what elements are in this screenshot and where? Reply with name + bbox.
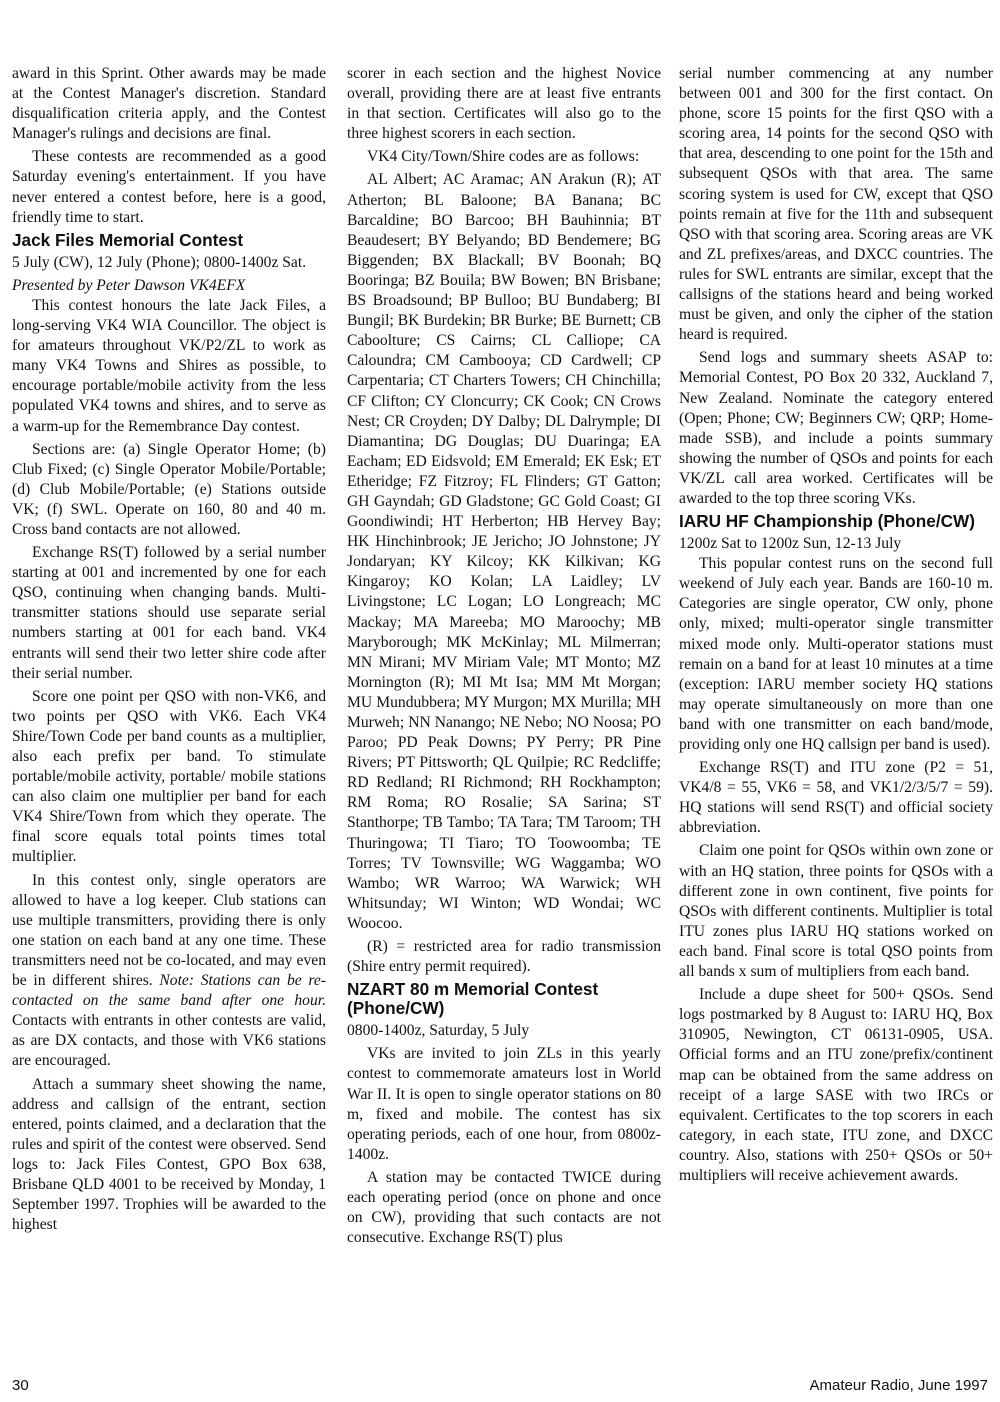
paragraph bbox=[12, 871, 326, 1072]
paragraph: Sections are: (a) Single Operator Home; (b) Club Fixed; (c) Single Operator Mobile/Portable; (d) Club Mobile/Portable; (e) Stations outside VK; (f) SWL. Operate on 160, 80 and 40 m. Cross band contacts are not allowed. bbox=[12, 440, 326, 538]
paragraph: VK4 City/Town/Shire codes are as follows: bbox=[367, 148, 640, 166]
paragraph: scorer in each section and the highest Novice overall, providing there are at least five entrants in that section. Certificates will also go to the three highest scorers in each section. bbox=[347, 65, 661, 143]
page-number: 30 bbox=[12, 1377, 29, 1394]
paragraph: Send logs and summary sheets ASAP to: Memorial Contest, PO Box 20 332, Auckland 7, New Zealand. Nominate the category entered (Open; Phone; CW; Beginners CW; QRP; Home-made SSB), and include a points summary showing the number of QSOs and points for each VK/ZL call area worked. Certificates will be awarded to the top three scoring VKs. bbox=[679, 349, 993, 507]
section-heading-nzart: NZART 80 m Memorial Contest (Phone/CW) bbox=[347, 979, 599, 1019]
paragraph: This popular contest runs on the second full weekend of July each year. Bands are 160-10 m. Categories are single operator, CW only, phone only, mixed; multi-operator single transmitter mixed mode only. Multi-operator stations must remain on a band for at least 10 minutes at a time (exception: IARU member society HQ stations may operate simultaneously on more than one band with one transmitter on each band/mode, providing only one HQ callsign per band is used). bbox=[679, 555, 993, 753]
column-1 bbox=[12, 64, 326, 1235]
paragraph: Attach a summary sheet showing the name, address and callsign of the entrant, section entered, points claimed, and a declaration that the rules and spirit of the contest were observed. Send logs to: Jack Files Contest, GPO Box 638, Brisbane QLD 4001 to be received by Monday, 1 September 1997. Trophies will be awarded to the highest bbox=[12, 1075, 326, 1234]
contest-dates: 1200z Sat to 1200z Sun, 12-13 July bbox=[679, 535, 902, 553]
contest-dates: 5 July (CW), 12 July (Phone); 0800-1400z Sat. bbox=[12, 253, 307, 271]
paragraph: VKs are invited to join ZLs in this yearly contest to commemorate amateurs lost in World War II. It is open to single operator stations on 80 m, fixed and mobile. The contest has six operating periods, each of one hour, from 0800z-1400z. bbox=[347, 1045, 661, 1163]
shire-codes-list: AL Albert; AC Aramac; AN Arakun (R); AT Atherton; BL Baloone; BA Banana; BC Barcaldine; BO Barcoo; BH Bauhinnia; BT Beaudesert; BY Belyando; BD Bendemere; BG Biggenden; BX Blackall; BV Boonah; BQ Booringa; BZ Bouila; BW Bowen; BN Brisbane; BS Broadsound; BP Bulloo; BU Bundaberg; BI Bungil; BK Burdekin; BR Burke; BE Burnett; CB Caboolture; CS Cairns; CL Calliope; CA Caloundra; CM Cambooya; CD Cardwell; CP Carpentaria; CT Charters Towers; CH Chinchilla; CF Clifton; CY Cloncurry; CK Cook; CN Crows Nest; CR Croyden; DY Dalby; DL Dalrymple; DI Diamantina; DG Douglas; DU Duaringa; EA Eacham; ED Eidsvold; EM Emerald; EK Esk; ET Etheridge; FZ Fitzroy; FL Flinders; GT Gatton; GH Gayndah; GD Gladstone; GC Gold Coast; GI Goondiwindi; HT Herberton; HB Hervey Bay; HK Hinchinbrook; JE Jericho; JO Johnstone; JY Jondaryan; KY Kilcoy; KK Kilkivan; KG Kingaroy; KO Kolan; LA Laidley; LV Livingstone; LC Logan; LO Longreach; MC Mackay; MA Mareeba; MO Maroochy; MB Maryborough; MK McKinlay; ML Milmerran; MN Mirani; MV Miriam Vale; MT Monto; MZ Mornington (R); MI Mt Isa; MM Mt Morgan; MU Mundubbera; MY Murgon; MX Murilla; MH Murweh; NN Nanango; NE Nebo; NO Noosa; PO Paroo; PD Peak Downs; PY Perry; PR Pine Rivers; PT Pittsworth; QL Quilpie; RC Redcliffe; RD Redland; RI Richmond; RH Rockhampton; RM Roma; RO Rosalie; SA Sarina; ST Stanthorpe; TB Tambo; TA Tara; TM Taroom; TH Thuringowa; TI Tiaro; TO Toowoomba; TE Torres; TV Townsville; WG Waggamba; WO Wambo; WR Warroo; WA Warwick; WH Whitsunday; WI Winton; WD Wondai; WC Woocoo. bbox=[347, 171, 661, 932]
byline: Presented by Peter Dawson VK4EFX bbox=[12, 276, 246, 294]
paragraph: Score one point per QSO with non-VK6, and two points per QSO with VK6. Each VK4 Shire/Town Code per band counts as a multiplier, also each prefix per band. To stimulate portable/mobile activity, portable/ mobile stations can also claim one multiplier per band for each VK4 Shire/Town from which they operate. The final score equals total points times total multiplier. bbox=[12, 687, 326, 866]
contest-dates: 0800-1400z, Saturday, 5 July bbox=[347, 1022, 530, 1040]
section-heading-jack-files: Jack Files Memorial Contest bbox=[12, 229, 244, 250]
paragraph-text: In this contest only, single operators are allowed to have a log keeper. Club stations can use multiple transmitters, providing there is only one station on each band at any one time. These transmitters need not be co-located, and may even be in different shires. bbox=[12, 871, 326, 990]
section-heading-iaru: IARU HF Championship (Phone/CW) bbox=[679, 511, 975, 532]
paragraph-text: Contacts with entrants in other contests are valid, as are DX contacts, and those with VK6 stations are encouraged. bbox=[12, 1012, 326, 1070]
paragraph: This contest honours the late Jack Files, a long-serving VK4 WIA Councillor. The object is for amateurs throughout VK/P2/ZL to work as many VK4 Towns and Shires as possible, to encourage portable/mobile activity from the less populated VK4 towns and shires, and to serve as a warm-up for the Remembrance Day contest. bbox=[12, 296, 326, 435]
column-3 bbox=[679, 64, 993, 1186]
column-2 bbox=[347, 64, 661, 1248]
paragraph: award in this Sprint. Other awards may be made at the Contest Manager's discretion. Standard disqualification criteria apply, and the Contest Manager's rulings and decisions are final. bbox=[12, 65, 326, 143]
restricted-note: (R) = restricted area for radio transmission (Shire entry permit required). bbox=[347, 938, 661, 976]
paragraph: Exchange RS(T) followed by a serial number starting at 001 and incremented by one for each QSO, continuing when changing bands. Multi-transmitter stations should use separate serial numbers starting at 001 for each band. VK4 entrants will send their two letter shire code after their serial number. bbox=[12, 544, 326, 682]
paragraph: A station may be contacted TWICE during each operating period (once on phone and once on CW), providing that such contacts are not consecutive. Exchange RS(T) plus bbox=[347, 1168, 661, 1247]
paragraph: serial number commencing at any number between 001 and 300 for the first contact. On phone, score 15 points for the first QSO with a scoring area, 14 points for the second QSO with that area, descending to one point for the 15th and subsequent QSOs with that area. The same scoring system is used for CW, except that QSO points remain at five for the 11th and subsequent QSO with that scoring area. Scoring areas are VK and ZL prefixes/areas, and DXCC countries. The rules for SWL entrants are similar, except that the callsigns of the stations heard and being worked must be given, and only the cipher of the station heard is required. bbox=[679, 65, 993, 344]
paragraph: Exchange RS(T) and ITU zone (P2 = 51, VK4/8 = 55, VK6 = 58, and VK1/2/3/5/7 = 59). HQ stations will send RS(T) and official society abbreviation. bbox=[679, 759, 993, 837]
paragraph: These contests are recommended as a good Saturday evening's entertainment. If you have never entered a contest before, here is a good, friendly time to start. bbox=[12, 148, 326, 226]
magazine-issue: Amateur Radio, June 1997 bbox=[809, 1377, 988, 1394]
paragraph: Claim one point for QSOs within own zone or with an HQ station, three points for QSOs with a different zone in own continent, five points for QSOs with different continents. Multiplier is total ITU zones plus IARU HQ stations worked on each band. Final score is total QSO points from all bands x sum of multipliers from each band. bbox=[679, 842, 993, 981]
paragraph: Include a dupe sheet for 500+ QSOs. Send logs postmarked by 8 August to: IARU HQ, Box 310905, Newington, CT 06131-0905, USA. Official forms and an ITU zone/prefix/continent map can be obtained from the same address on receipt of a large SASE with two IRCs or equivalent. Certificates to the top scorers in each category, in each state, ITU zone, and DXCC country. Also, stations with 250+ QSOs or 50+ multipliers will receive achievement awards. bbox=[679, 986, 993, 1184]
note-text: Note: Stations can be re-contacted on the same band after one hour. bbox=[12, 972, 326, 1010]
